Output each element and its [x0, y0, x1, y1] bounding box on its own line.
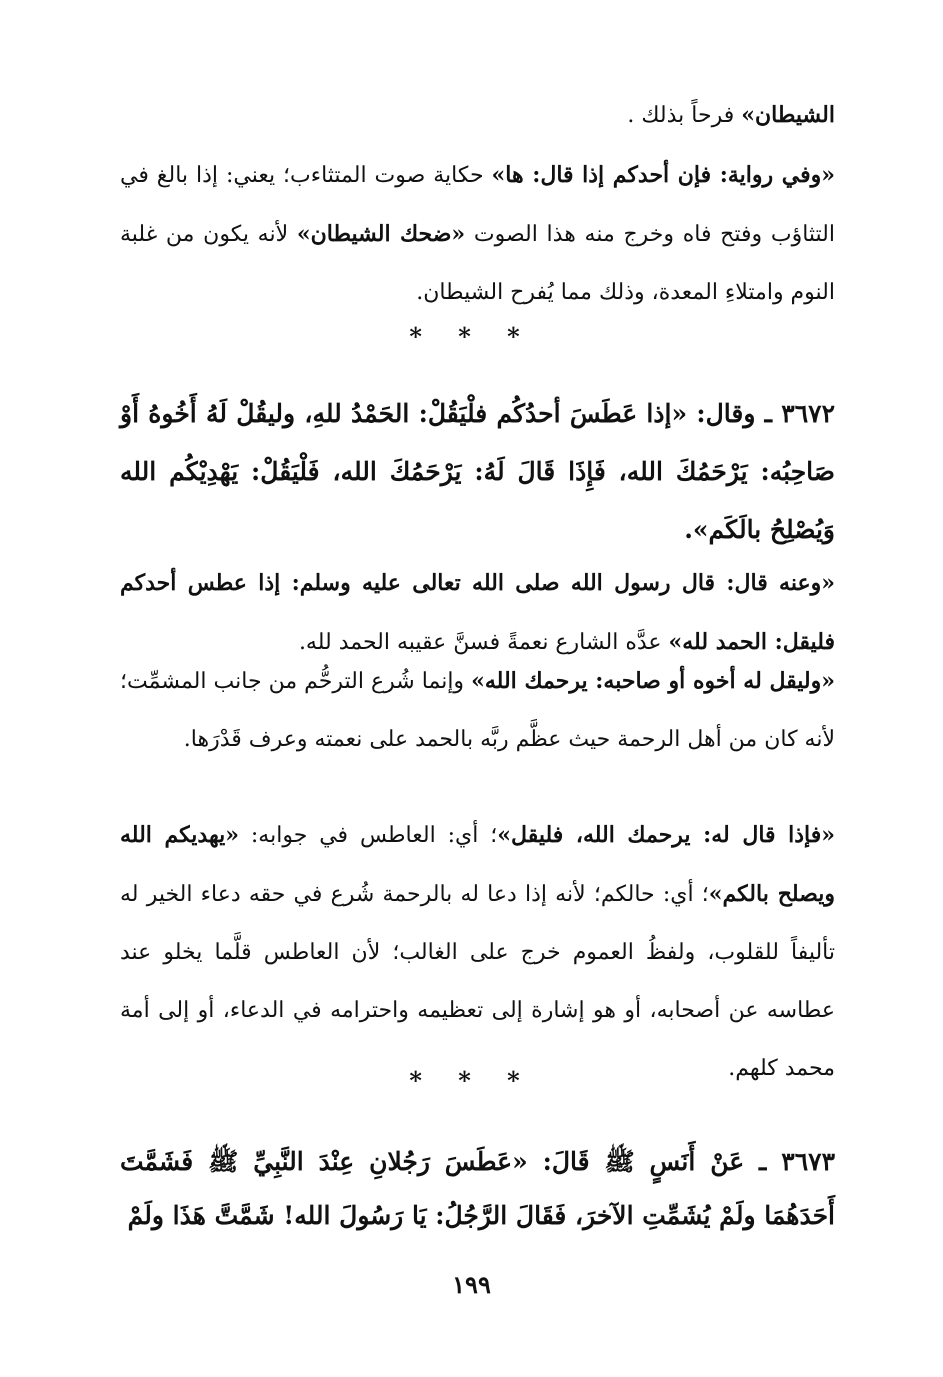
bold-quote: «وليقل له أخوه أو صاحبه: يرحمك الله» — [471, 668, 835, 694]
bold-quote: «فإذا قال له: يرحمك الله، فليقل» — [497, 822, 836, 848]
paragraph-text: ؛ أي: العاطس في جوابه: — [238, 823, 498, 848]
bold-phrase: الشيطان» — [741, 102, 835, 128]
paragraph-text: ؛ أي: حالكم؛ لأنه إذا دعا له بالرحمة شُرع في حقه دعاء الخير له تأليفاً للقلوب، ولفظُ العموم خرج على الغالب؛ لأن العاطس قلَّما يخلو عند عطاسه عن أصحابه، أو هو إشارة إلى تعظيمه واحترامه في الدعاء، أو إلى أمة محمد كلهم. — [120, 882, 835, 1081]
page-number: ١٩٩ — [452, 1270, 491, 1299]
hadith-3672: ٣٦٧٢ ـ وقال: «إذا عَطَسَ أحدُكُم فلْيَقُلْ: الحَمْدُ للهِ، وليقُلْ لَهُ أَخُوهُ أَوْ صَاحِبُه: يَرْحَمُكَ الله، فَإِذَا قَالَ لَهُ: يَرْحَمُكَ الله، فَلْيَقُلْ: يَهْدِيْكُم الله وَيُصْلِحُ بالَكَم». — [120, 399, 835, 544]
paragraph-text: عدَّه الشارع نعمةً فسنَّ عقيبه الحمد لله. — [298, 630, 669, 655]
bold-quote: «يهديكم الله ويصلح بالكم» — [120, 822, 836, 907]
section-separator: * * * — [409, 1066, 534, 1095]
paragraph-text: لأنه يكون من غلبة النوم وامتلاءِ المعدة، وذلك مما يُفرح الشيطان. — [120, 222, 835, 305]
paragraph-commentary-tashmit — [120, 652, 835, 769]
paragraph-text: حكاية صوت المتثاءب؛ يعني: إذا بالغ في التثاؤب وفتح فاه وخرج منه هذا الصوت — [120, 163, 836, 247]
paragraph-yawning-commentary — [120, 146, 835, 322]
paragraph-text: وإنما شُرع الترحُّم من جانب المشمِّت؛ لأنه كان من أهل الرحمة حيث عظَّم ربَّه بالحمد على نعمته وعرف قَدْرَها. — [120, 669, 835, 752]
bold-quote: «وفي رواية: فإن أحدكم إذا قال: ها» — [491, 162, 835, 188]
section-separator: * * * — [409, 322, 534, 351]
paragraph-text: فرحاً بذلك . — [627, 103, 742, 128]
hadith-3673: ٣٦٧٣ ـ عَنْ أَنَسٍ ﷺ قَالَ: «عَطَسَ رَجُلانِ عِنْدَ النَّبِيِّ ﷺ فَشَمَّتَ أَحَدَهُمَا ولَمْ يُشَمِّتِ الآخرَ، فَقَالَ الرَّجُلُ: يَا رَسُولَ الله! شَمَّتَّ هَذَا ولَمْ — [120, 1147, 835, 1230]
bold-quote: «ضحك الشيطان» — [296, 221, 466, 247]
paragraph-commentary-reply — [120, 806, 835, 1098]
paragraph-continuation — [120, 86, 835, 145]
bold-quote: «وعنه قال: قال رسول الله صلى الله تعالى عليه وسلم: إذا عطس أحدكم فليقل: الحمد لله» — [120, 570, 835, 655]
